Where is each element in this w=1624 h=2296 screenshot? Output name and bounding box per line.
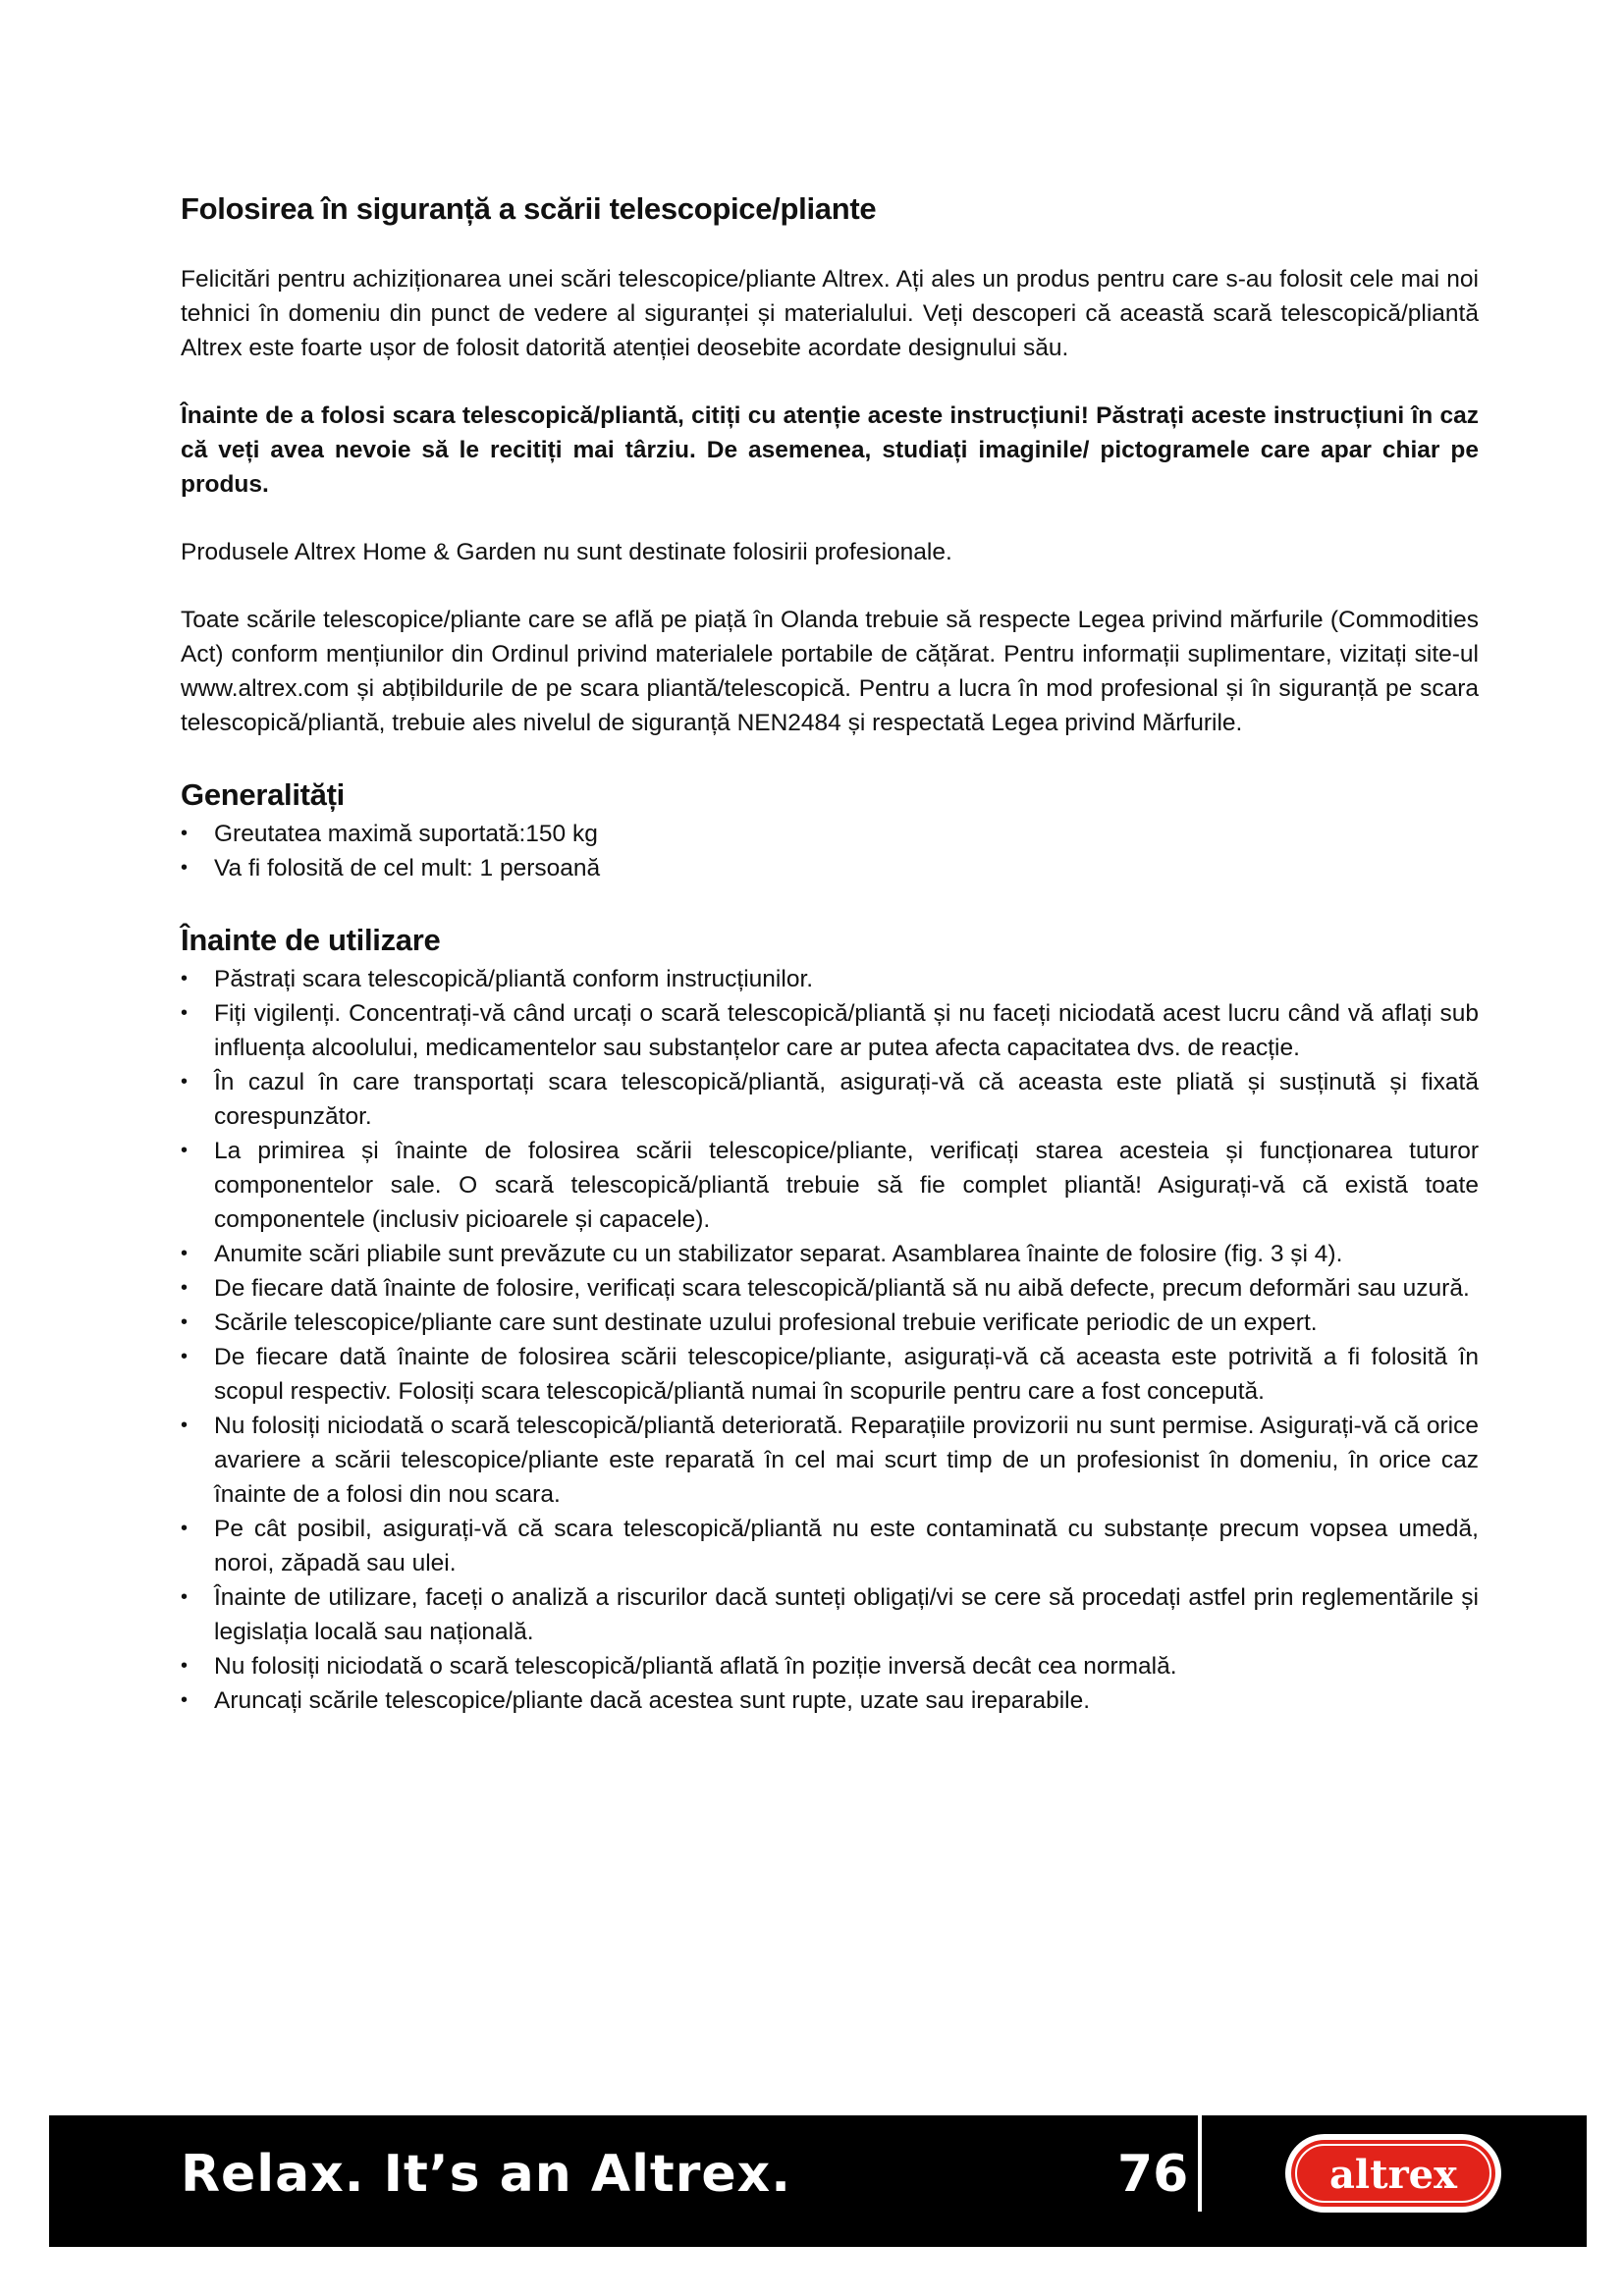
list-item: • Fiți vigilenți. Concentrați-vă când urcați o scară telescopică/pliantă și nu faceți niciodată acest lucru când vă aflați sub influența alcoolului, medicamentelor sau substanțelor care ar putea afecta capacitatea dvs. de reacție. [181,996,1479,1065]
footer-divider [1198,2115,1202,2212]
before-use-heading: Înainte de utilizare [181,923,441,957]
list-item: • Nu folosiți niciodată o scară telescopică/pliantă deteriorată. Reparațiile provizorii nu sunt permise. Asigurați-vă că orice avariere a scării telescopice/pliante este reparată în cel mai scurt timp de un profesionist în domeniu, în orice caz înainte de a folosi din nou scara. [181,1409,1479,1512]
list-item: • La primirea și înainte de folosirea scării telescopice/pliante, verificați starea acesteia și funcționarea tuturor componentelor sale. O scară telescopică/pliantă trebuie să fie complet pliantă! Asigurați-vă că există toate componentele (inclusiv picioarele și capacele). [181,1134,1479,1237]
footer-slogan: Relax. It’s an Altrex. [181,2145,791,2204]
list-item: • Aruncați scările telescopice/pliante dacă acestea sunt rupte, uzate sau ireparabile. [181,1683,1479,1718]
logo-text: altrex [1329,2152,1457,2198]
list-item: • De fiecare dată înainte de folosirea scării telescopice/pliante, asigurați-vă că aceasta este potrivită a fi folosită în scopul respectiv. Folosiți scara telescopică/pliantă numai în scopurile pentru care a fost concepută. [181,1340,1479,1409]
note-paragraph: Produsele Altrex Home & Garden nu sunt destinate folosirii profesionale. [181,539,952,565]
page-number: 76 [1117,2145,1189,2204]
general-list [181,817,1479,885]
list-item: • Greutatea maximă suportată:150 kg [181,817,1479,851]
list-item: • Pe cât posibil, asigurați-vă că scara telescopică/pliantă nu este contaminată cu substanțe precum vopsea umedă, noroi, zăpadă sau ulei. [181,1512,1479,1580]
law-paragraph: Toate scările telescopice/pliante care se află pe piață în Olanda trebuie să respecte Legea privind mărfurile (Commodities Act) conform mențiunilor din Ordinul privind materialele portabile de cățărat. Pentru informații suplimentare, vizitați site-ul www.altrex.com și abțibildurile de pe scara pliantă/telescopică. Pentru a lucra în mod profesional și în siguranță pe scara telescopică/pliantă, trebuie ales nivelul de siguranță NEN2484 și respectată Legea privind Mărfurile. [181,607,1479,736]
page-title: Folosirea în siguranță a scării telescopice/pliante [181,191,877,226]
list-item: • Nu folosiți niciodată o scară telescopică/pliantă aflată în poziție inversă decât cea normală. [181,1649,1479,1683]
list-item: • Înainte de utilizare, faceți o analiză a riscurilor dacă sunteți obligați/vi se cere să procedați astfel prin reglementările și legislația locală sau națională. [181,1580,1479,1649]
list-item: • Păstrați scara telescopică/pliantă conform instrucțiunilor. [181,962,1479,996]
general-heading: Generalități [181,777,345,812]
list-item: • Anumite scări pliabile sunt prevăzute cu un stabilizator separat. Asamblarea înainte de folosire (fig. 3 și 4). [181,1237,1479,1271]
list-item: • De fiecare dată înainte de folosire, verificați scara telescopică/pliantă să nu aibă defecte, precum deformări sau uzură. [181,1271,1479,1306]
footer-bar [49,2115,1587,2247]
list-item: • În cazul în care transportați scara telescopică/pliantă, asigurați-vă că aceasta este pliată și susținută și fixată corespunzător. [181,1065,1479,1134]
warning-paragraph: Înainte de a folosi scara telescopică/pliantă, citiți cu atenție aceste instrucțiuni! Păstrați aceste instrucțiuni în caz că veți avea nevoie să le recitiți mai târziu. De asemenea, studiați imaginile/ pictogramele care apar chiar pe produs. [181,402,1479,498]
intro-paragraph: Felicitări pentru achiziționarea unei scări telescopice/pliante Altrex. Ați ales un produs pentru care s-au folosit cele mai noi tehnici în domeniu din punct de vedere al siguranței și materialului. Veți descoperi că această scară telescopică/pliantă Altrex este foarte ușor de folosit datorită atenției deosebite acordate designului său. [181,266,1479,361]
document-body [181,191,1479,1755]
altrex-logo [1282,2131,1504,2216]
list-item: • Scările telescopice/pliante care sunt destinate uzului profesional trebuie verificate periodic de un expert. [181,1306,1479,1340]
list-item: • Va fi folosită de cel mult: 1 persoană [181,851,1479,885]
before-use-list [181,962,1479,1718]
